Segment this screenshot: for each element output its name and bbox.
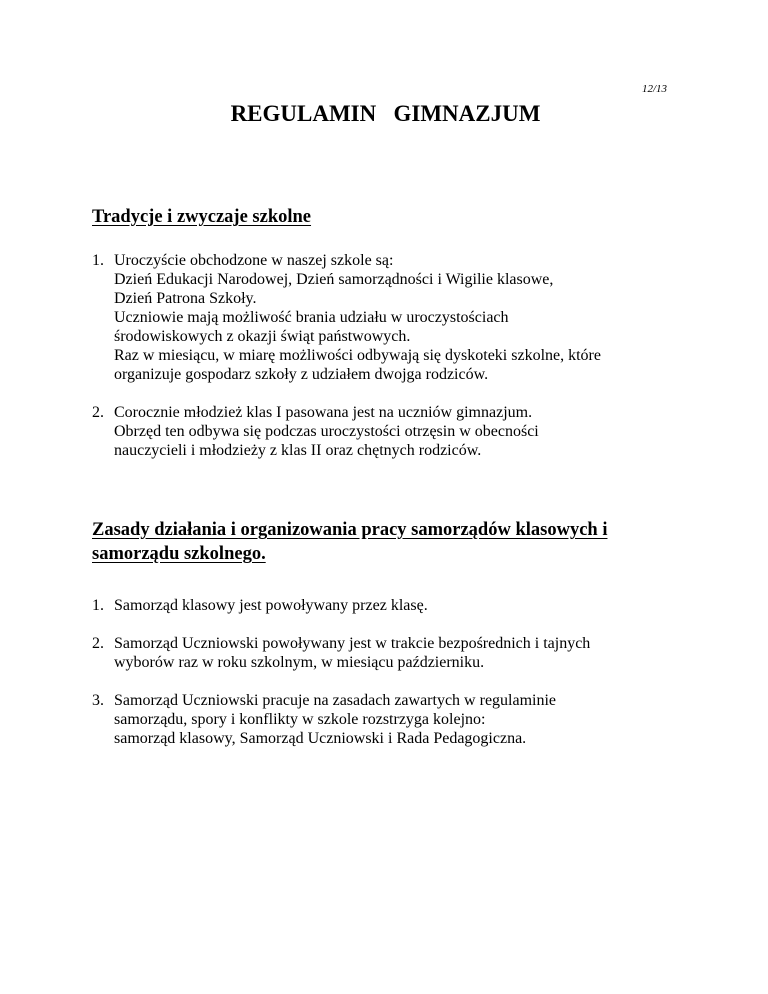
list-item bbox=[92, 634, 590, 672]
item-line: organizuje gospodarz szkoły z udziałem dwojga rodziców. bbox=[114, 366, 489, 383]
list-item bbox=[92, 403, 601, 460]
document-title: REGULAMIN GIMNAZJUM bbox=[230, 101, 541, 126]
item-line: samorządu, spory i konflikty w szkole rozstrzyga kolejno: bbox=[114, 711, 486, 728]
section-heading-line: Zasady działania i organizowania pracy samorządów klasowych i bbox=[92, 520, 608, 540]
list-item bbox=[92, 691, 590, 748]
item-line: Samorząd Uczniowski powoływany jest w trakcie bezpośrednich i tajnych bbox=[114, 635, 591, 652]
item-line: samorząd klasowy, Samorząd Uczniowski i Rada Pedagogiczna. bbox=[114, 730, 527, 747]
item-line: Corocznie młodzież klas I pasowana jest na uczniów gimnazjum. bbox=[114, 404, 533, 421]
list-item bbox=[92, 596, 590, 615]
item-line: Uczniowie mają możliwość brania udziału w uroczystościach bbox=[114, 309, 509, 326]
page-number: 12/13 bbox=[642, 83, 668, 95]
section-heading-self-government bbox=[92, 518, 607, 566]
list-item bbox=[92, 251, 601, 384]
self-government-list bbox=[92, 596, 590, 748]
item-number: 1. bbox=[92, 597, 104, 614]
section-heading-line: samorządu szkolnego. bbox=[92, 544, 266, 564]
item-number: 1. bbox=[92, 252, 104, 269]
item-number: 2. bbox=[92, 635, 104, 652]
section-heading-traditions bbox=[92, 205, 311, 229]
item-line: środowiskowych z okazji świąt państwowych. bbox=[114, 328, 411, 345]
item-line: Dzień Patrona Szkoły. bbox=[114, 290, 257, 307]
item-line: Uroczyście obchodzone w naszej szkole są: bbox=[114, 252, 394, 269]
item-line: wyborów raz w roku szkolnym, w miesiącu październiku. bbox=[114, 654, 485, 671]
item-number: 3. bbox=[92, 692, 104, 709]
item-line: Obrzęd ten odbywa się podczas uroczystości otrzęsin w obecności bbox=[114, 423, 539, 440]
section-heading-line: Tradycje i zwyczaje szkolne bbox=[92, 207, 312, 227]
item-line: nauczycieli i młodzieży z klas II oraz chętnych rodziców. bbox=[114, 442, 482, 459]
item-number: 2. bbox=[92, 404, 104, 421]
item-line: Raz w miesiącu, w miarę możliwości odbywają się dyskoteki szkolne, które bbox=[114, 347, 601, 364]
item-line: Samorząd klasowy jest powoływany przez klasę. bbox=[114, 597, 428, 614]
item-line: Samorząd Uczniowski pracuje na zasadach zawartych w regulaminie bbox=[114, 692, 557, 709]
traditions-list bbox=[92, 251, 601, 460]
item-line: Dzień Edukacji Narodowej, Dzień samorządności i Wigilie klasowe, bbox=[114, 271, 554, 288]
